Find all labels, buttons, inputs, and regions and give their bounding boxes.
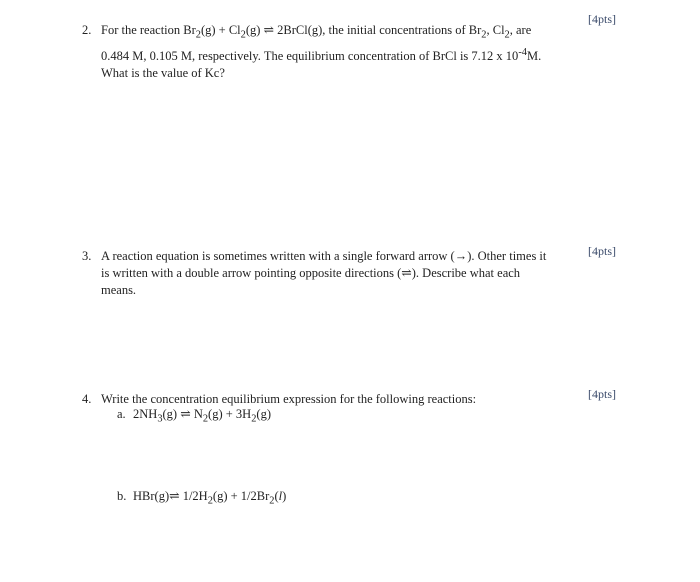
question-3: [82, 248, 552, 299]
points-label: [4pts]: [588, 244, 616, 258]
points-label: [4pts]: [588, 12, 616, 26]
part-a: [117, 406, 271, 428]
part-label: b.: [117, 489, 127, 503]
question-number: 4.: [82, 392, 92, 406]
question-text: Write the concentration equilibrium expression for the following reactions:: [101, 392, 477, 406]
question-text: For the reaction $Br_2(g) + Cl_2(g)$ ⇌ 2BrCl(g), the initial concentrations of $Br_2$, $Cl_2$, are 0.484 M, 0.105 M, respectively. The equilibrium concentration of BrCl is 7.12 x $10^{-4}M$. What is the value of Kc?: [101, 23, 542, 80]
question-2: [82, 22, 552, 82]
question-number: 3.: [82, 249, 92, 263]
points-label: [4pts]: [588, 387, 616, 401]
part-b: [117, 488, 286, 510]
question-text: A reaction equation is sometimes written with a single forward arrow (→). Other times it is written with a double arrow pointing opposite directions (⇌). Describe what each means.: [101, 249, 547, 297]
question-number: 2.: [82, 23, 92, 37]
reaction-equation: $2NH_3(g)$ ⇌ $N_2(g) + 3H_2(g)$: [133, 407, 271, 425]
part-label: a.: [117, 407, 126, 421]
reaction-equation: HBr(g)⇌ $1/2H_2(g) + 1/2Br_2(l)$: [133, 489, 287, 507]
